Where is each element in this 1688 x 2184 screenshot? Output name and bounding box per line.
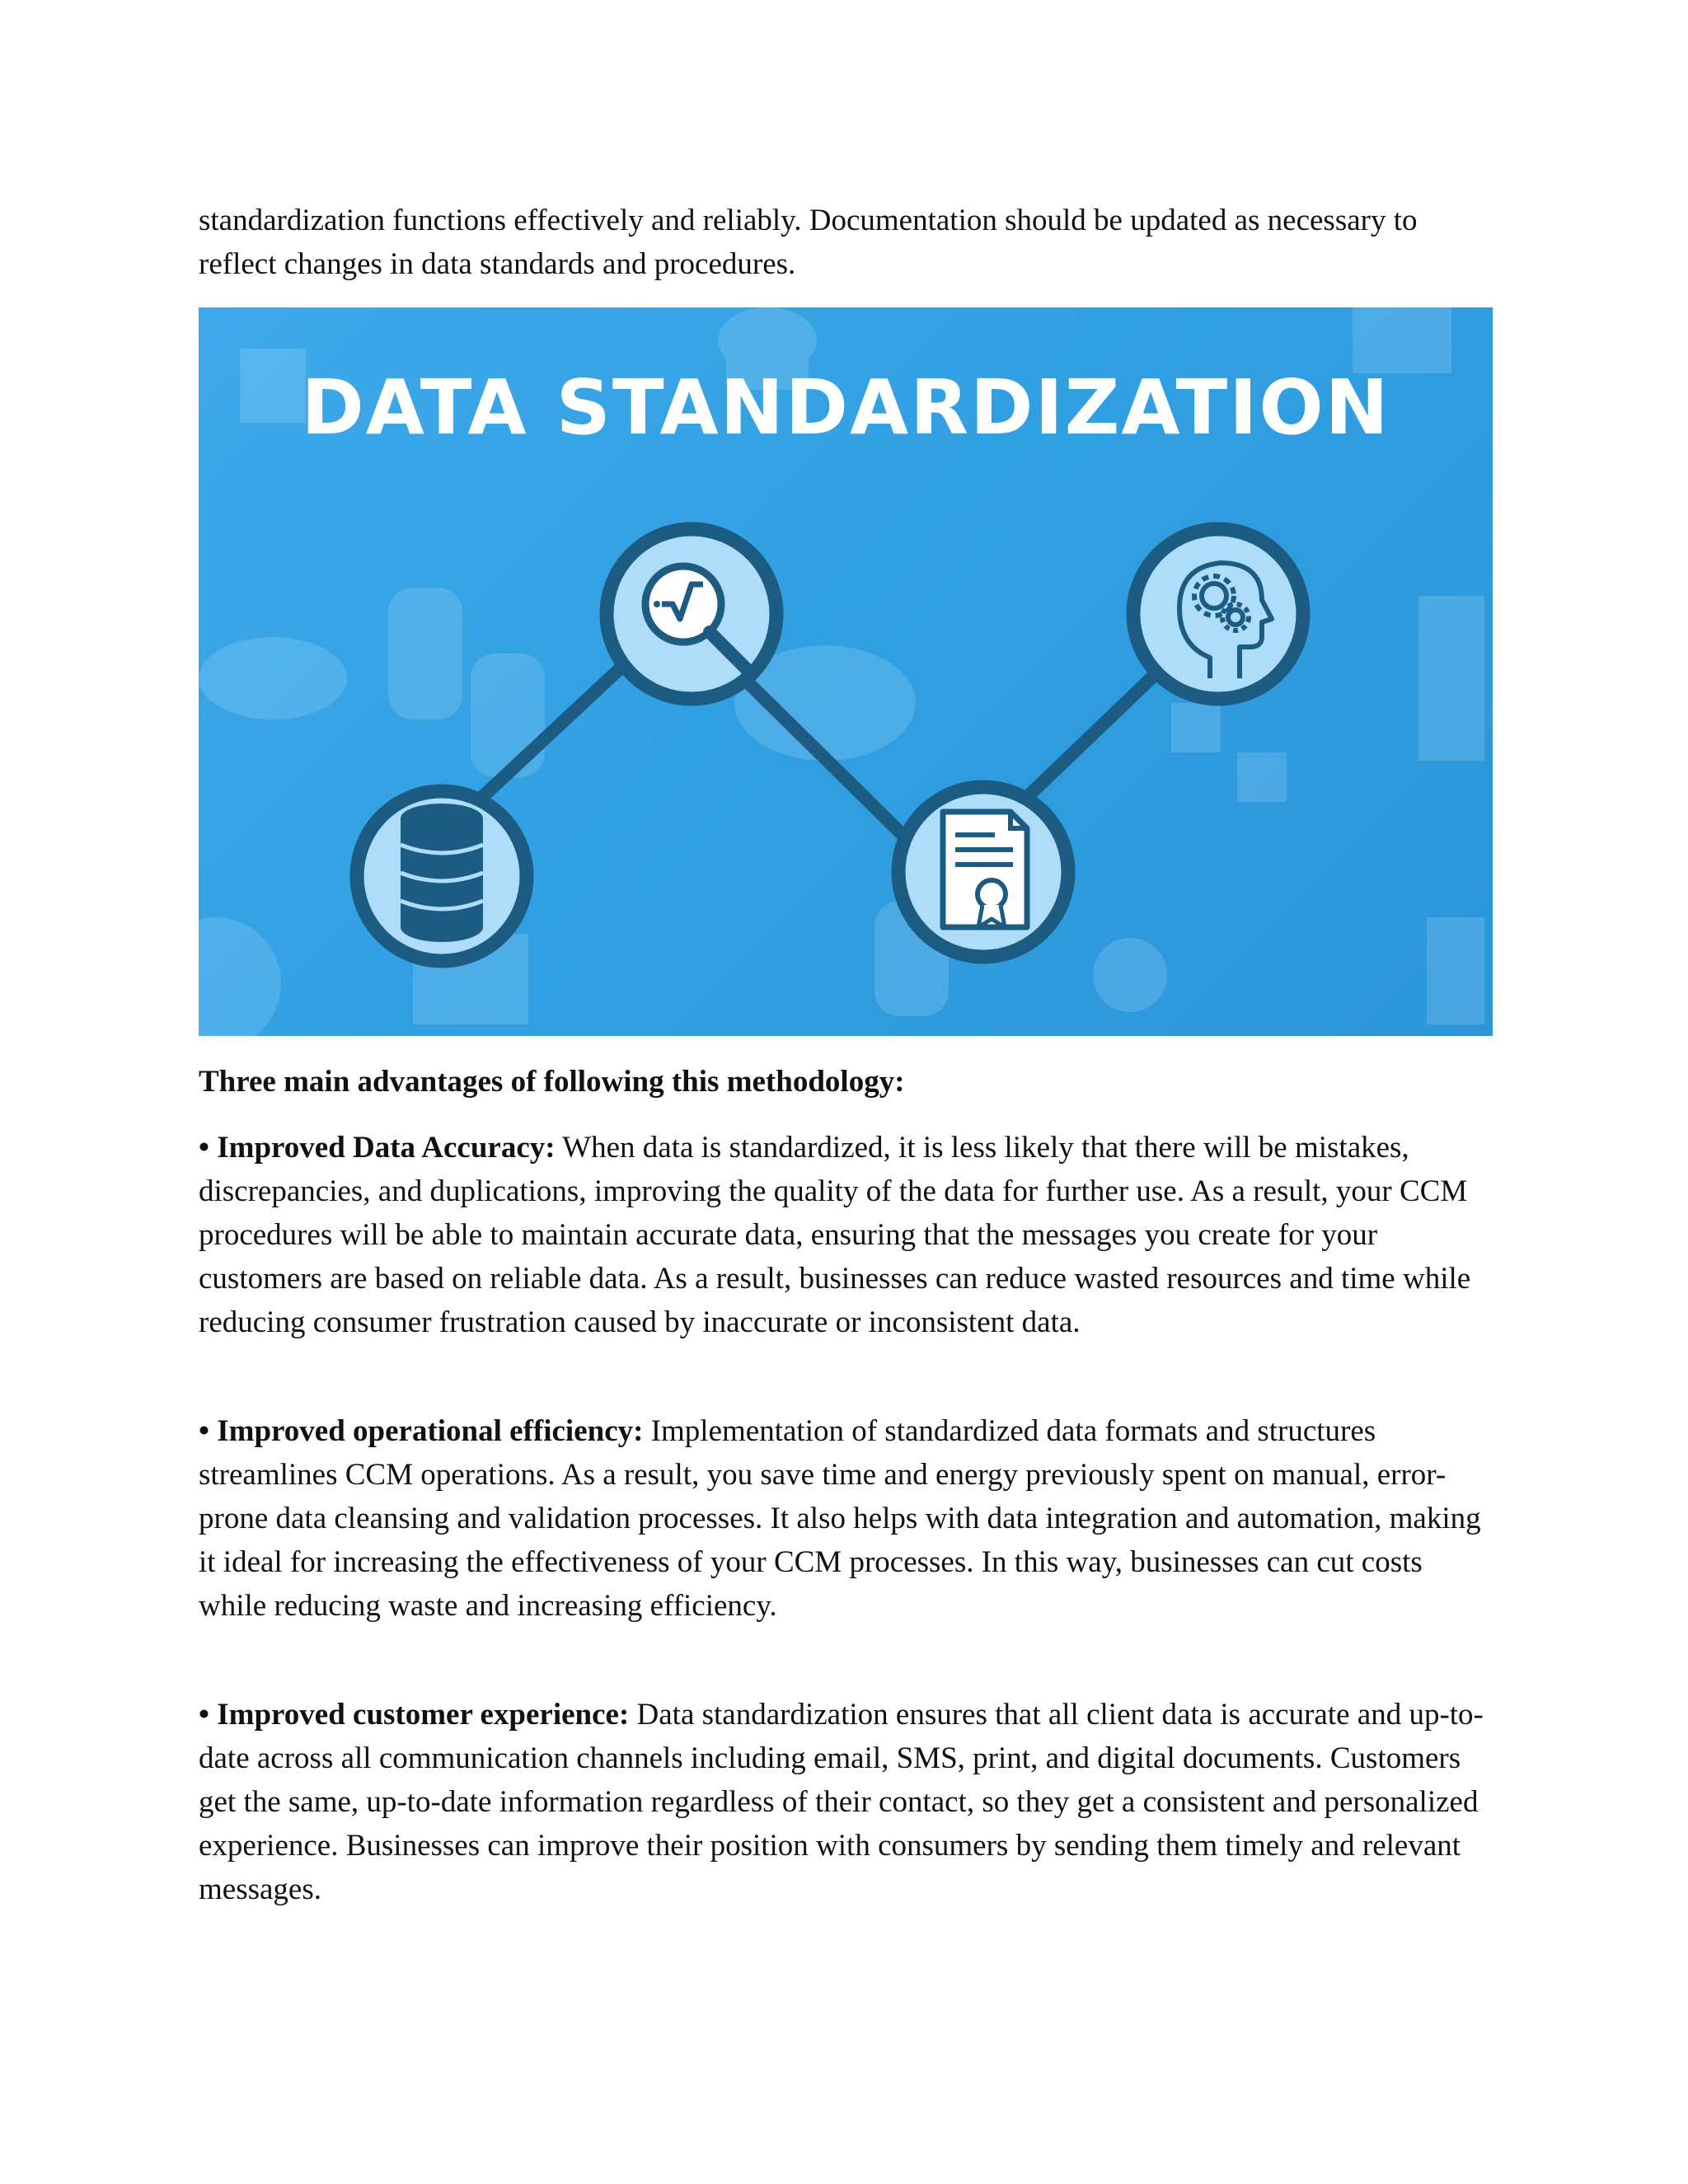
advantage-text: When data is standardized, it is less likely that there will be mistakes, discrepancies, and duplications, improving the quality of the data for further use. As a result, your CCM procedures will be able to maintain accurate data, ensuring that the messages you create for your customers are based on reliable data. As a result, businesses can reduce wasted resources and time while reducing consumer frustration caused by inaccurate or inconsistent data.	[199, 1131, 1471, 1339]
banner-title: DATA STANDARDIZATION	[301, 363, 1390, 452]
intro-paragraph: standardization functions effectively and reliably. Documentation should be updated as necessary to reflect changes in data standards and procedures.	[199, 204, 1418, 281]
advantages-heading: Three main advantages of following this methodology:	[199, 1065, 905, 1099]
advantage-item	[199, 1126, 1493, 1344]
intelligence-node	[1133, 529, 1303, 699]
certificate-document-icon	[943, 812, 1027, 927]
advantage-label: Improved customer experience:	[217, 1698, 630, 1732]
data-standardization-banner	[199, 307, 1493, 1036]
advantage-item	[199, 1693, 1493, 1911]
advantage-item	[199, 1409, 1493, 1628]
advantage-label: Improved Data Accuracy:	[217, 1131, 556, 1165]
advantage-bullet: •	[199, 1131, 218, 1165]
database-node	[357, 791, 527, 961]
analytics-node	[607, 529, 776, 699]
database-icon	[401, 804, 483, 942]
advantage-label: Improved operational efficiency:	[217, 1414, 644, 1448]
advantage-text: Data standardization ensures that all client data is accurate and up-to-date across all communication channels including email, SMS, print, and digital documents. Customers get the same, up-to-date information regardless of their contact, so they get a consistent and personalized experience. Businesses can improve their position with consumers by sending them timely and relevant messages.	[199, 1698, 1484, 1906]
advantage-bullet: •	[199, 1414, 218, 1448]
advantage-bullet: •	[199, 1698, 218, 1732]
advantage-text: Implementation of standardized data formats and structures streamlines CCM operations. As a result, you save time and energy previously spent on manual, error-prone data cleansing and validation processes. It also helps with data integration and automation, making it ideal for increasing the effectiveness of your CCM processes. In this way, businesses can cut costs while reducing waste and increasing efficiency.	[199, 1414, 1481, 1623]
certificate-node	[898, 787, 1068, 957]
